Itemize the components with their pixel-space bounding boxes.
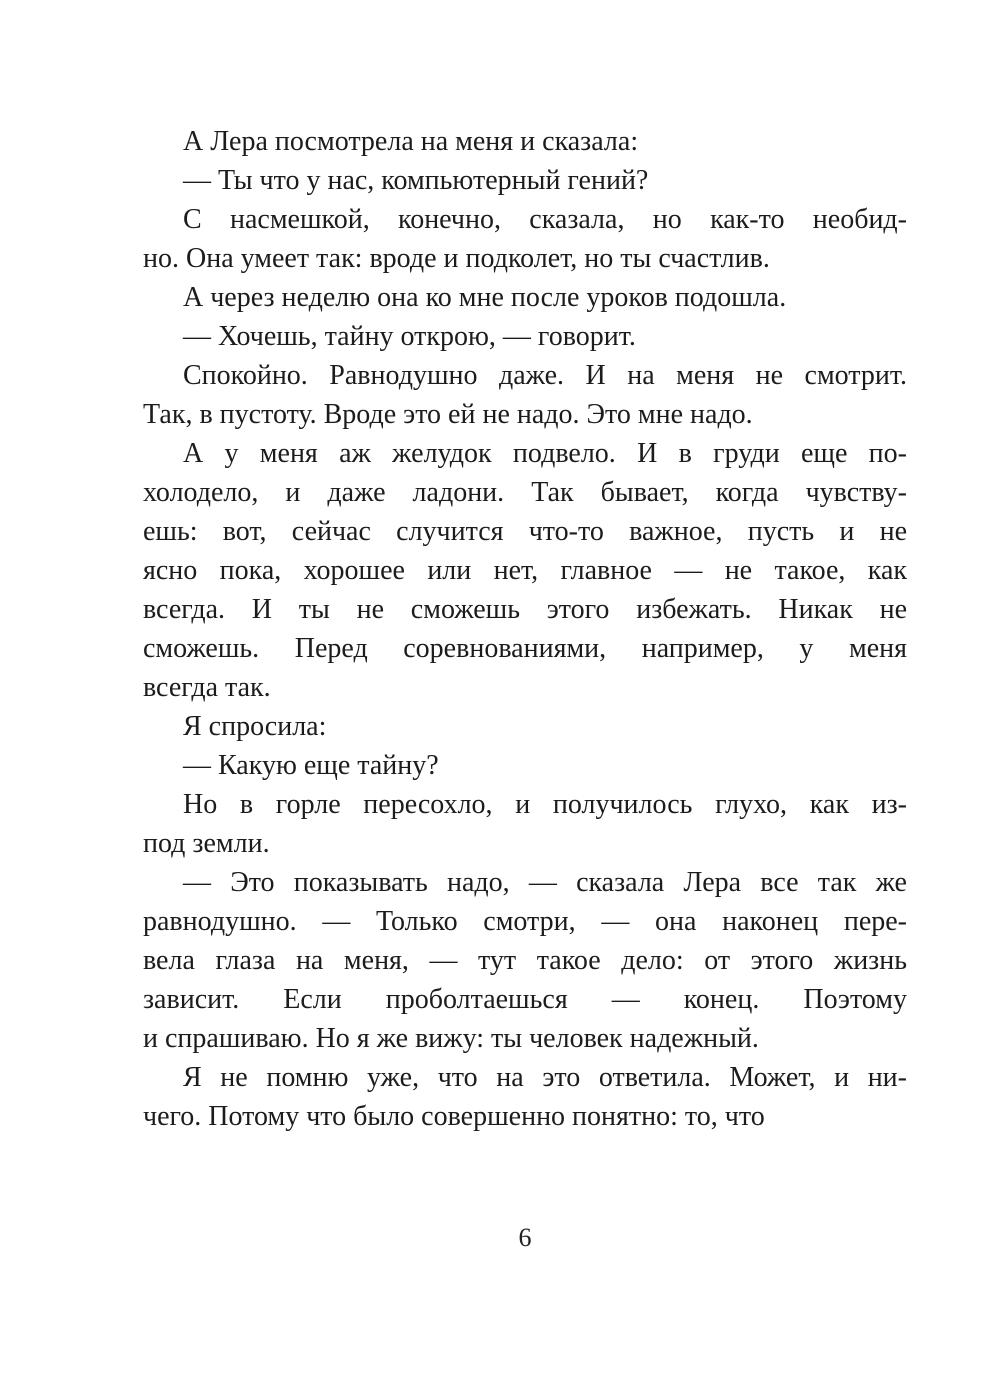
text-line: холодело, и даже ладони. Так бывает, когда чувству- bbox=[143, 477, 907, 508]
text-line: всегда так. bbox=[143, 672, 271, 703]
paragraph bbox=[143, 707, 907, 746]
text-line: — Это показывать надо, — сказала Лера все так же bbox=[183, 867, 907, 898]
text-line: Но в горле пересохло, и получилось глухо, как из- bbox=[183, 789, 907, 820]
text-line: — Хочешь, тайну открою, — говорит. bbox=[183, 321, 636, 352]
text-line: но. Она умеет так: вроде и подколет, но ты счастлив. bbox=[143, 243, 770, 274]
text-line: зависит. Если проболтаешься — конец. Поэтому bbox=[143, 984, 907, 1015]
text-line: С насмешкой, конечно, сказала, но как-то необид- bbox=[183, 204, 907, 235]
paragraph bbox=[143, 317, 907, 356]
paragraph bbox=[143, 278, 907, 317]
text-line: чего. Потому что было совершенно понятно: то, что bbox=[143, 1101, 765, 1132]
paragraph bbox=[143, 863, 907, 1058]
text-line: ешь: вот, сейчас случится что-то важное, пусть и не bbox=[143, 516, 907, 547]
paragraph bbox=[143, 785, 907, 863]
paragraph bbox=[143, 200, 907, 278]
text-block bbox=[143, 122, 907, 1136]
text-line: — Какую еще тайну? bbox=[183, 750, 439, 781]
text-line: ясно пока, хорошее или нет, главное — не такое, как bbox=[143, 555, 907, 586]
paragraph bbox=[143, 434, 907, 707]
paragraph bbox=[143, 161, 907, 200]
page-number: 6 bbox=[518, 1223, 532, 1252]
text-line: вела глаза на меня, — тут такое дело: от этого жизнь bbox=[143, 945, 907, 976]
text-line: А через неделю она ко мне после уроков подошла. bbox=[183, 282, 787, 313]
text-line: Я спросила: bbox=[183, 711, 327, 742]
text-line: Так, в пустоту. Вроде это ей не надо. Это мне надо. bbox=[143, 399, 753, 430]
text-line: А Лера посмотрела на меня и сказала: bbox=[183, 126, 639, 157]
text-line: и спрашиваю. Но я же вижу: ты человек надежный. bbox=[143, 1023, 759, 1054]
text-line: Спокойно. Равнодушно даже. И на меня не смотрит. bbox=[183, 360, 907, 391]
paragraph bbox=[143, 122, 907, 161]
text-line: равнодушно. — Только смотри, — она наконец пере- bbox=[143, 906, 907, 937]
text-line: — Ты что у нас, компьютерный гений? bbox=[183, 165, 649, 196]
paragraph bbox=[143, 356, 907, 434]
text-line: А у меня аж желудок подвело. И в груди еще по- bbox=[183, 438, 907, 469]
paragraph bbox=[143, 1058, 907, 1136]
text-line: сможешь. Перед соревнованиями, например, у меня bbox=[143, 633, 907, 664]
text-line: всегда. И ты не сможешь этого избежать. Никак не bbox=[143, 594, 907, 625]
text-line: под земли. bbox=[143, 828, 270, 859]
text-line: Я не помню уже, что на это ответила. Может, и ни- bbox=[183, 1062, 907, 1093]
paragraph bbox=[143, 746, 907, 785]
